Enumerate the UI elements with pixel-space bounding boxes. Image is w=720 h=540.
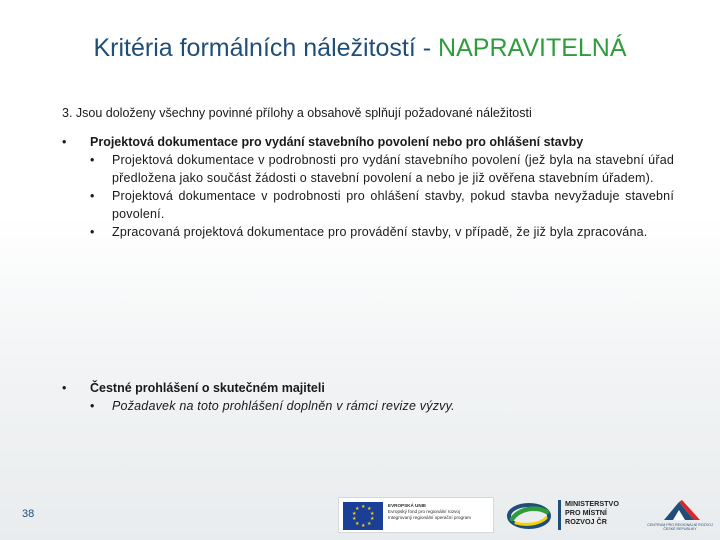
bullet-item-project-documentation	[62, 133, 674, 241]
mmr-logo-line2: PRO MÍSTNÍ	[565, 508, 607, 517]
bullet-icon: •	[62, 381, 67, 395]
page-number: 38	[22, 508, 35, 520]
irop-swirl-icon	[506, 500, 552, 532]
bullet-icon: •	[90, 189, 95, 203]
slide-title	[0, 34, 720, 63]
eu-logo-line2: Evropský fond pro regionální rozvoj	[388, 509, 461, 514]
bullet-item-owner-declaration	[62, 379, 674, 415]
sub-bullet-text: Zpracovaná projektová dokumentace pro provádění stavby, v případě, že již byla zpracována.	[112, 225, 648, 239]
eu-logo	[338, 497, 494, 533]
mmr-logo	[558, 498, 638, 534]
bullet-icon: •	[90, 153, 95, 167]
eu-flag-icon: ★ ★ ★ ★ ★ ★ ★ ★ ★ ★	[343, 502, 383, 530]
mmr-logo-line3: ROZVOJ ČR	[565, 517, 607, 526]
sub-bullet-list	[62, 397, 674, 415]
bullet-icon: •	[90, 225, 95, 239]
section-heading: 3. Jsou doloženy všechny povinné přílohy a obsahově splňují požadované náležitosti	[62, 106, 532, 120]
bullet-item-text: Čestné prohlášení o skutečném majiteli	[90, 381, 325, 395]
bullet-item-text: Projektová dokumentace pro vydání stavebního povolení nebo pro ohlášení stavby	[90, 135, 584, 149]
mmr-logo-line1: MINISTERSTVO	[565, 499, 619, 508]
bullet-icon: •	[62, 135, 67, 149]
crr-emblem-icon	[640, 496, 718, 524]
eu-logo-line3: Integrovaný regionální operační program	[388, 515, 471, 520]
sub-bullet-text: Projektová dokumentace v podrobnosti pro ohlášení stavby, pokud stavba nevyžaduje stavební povolení.	[112, 189, 674, 221]
sub-bullet-item	[90, 187, 674, 223]
crr-logo-text: CENTRUM PRO REGIONÁLNÍ ROZVOJ ČESKÉ REPUBLIKY	[647, 523, 713, 532]
crr-logo	[640, 496, 718, 536]
sub-bullet-text: Požadavek na toto prohlášení doplněn v rámci revize výzvy.	[112, 399, 455, 413]
bullet-icon: •	[90, 399, 95, 413]
sub-bullet-item	[90, 397, 674, 415]
sub-bullet-item	[90, 223, 674, 241]
mmr-bar-icon	[558, 500, 561, 530]
slide-title-main: Kritéria formálních náležitostí -	[93, 34, 439, 62]
eu-logo-line1: EVROPSKÁ UNIE	[388, 503, 427, 508]
slide-title-accent: NAPRAVITELNÁ	[438, 34, 627, 62]
sub-bullet-text: Projektová dokumentace v podrobnosti pro vydání stavebního povolení (jež byla na stavební úřad předložena jako součást žádosti o stavební povolení a nebo je již ověřena stavebním úřadem).	[112, 153, 674, 185]
sub-bullet-item	[90, 151, 674, 187]
sub-bullet-list	[62, 151, 674, 241]
